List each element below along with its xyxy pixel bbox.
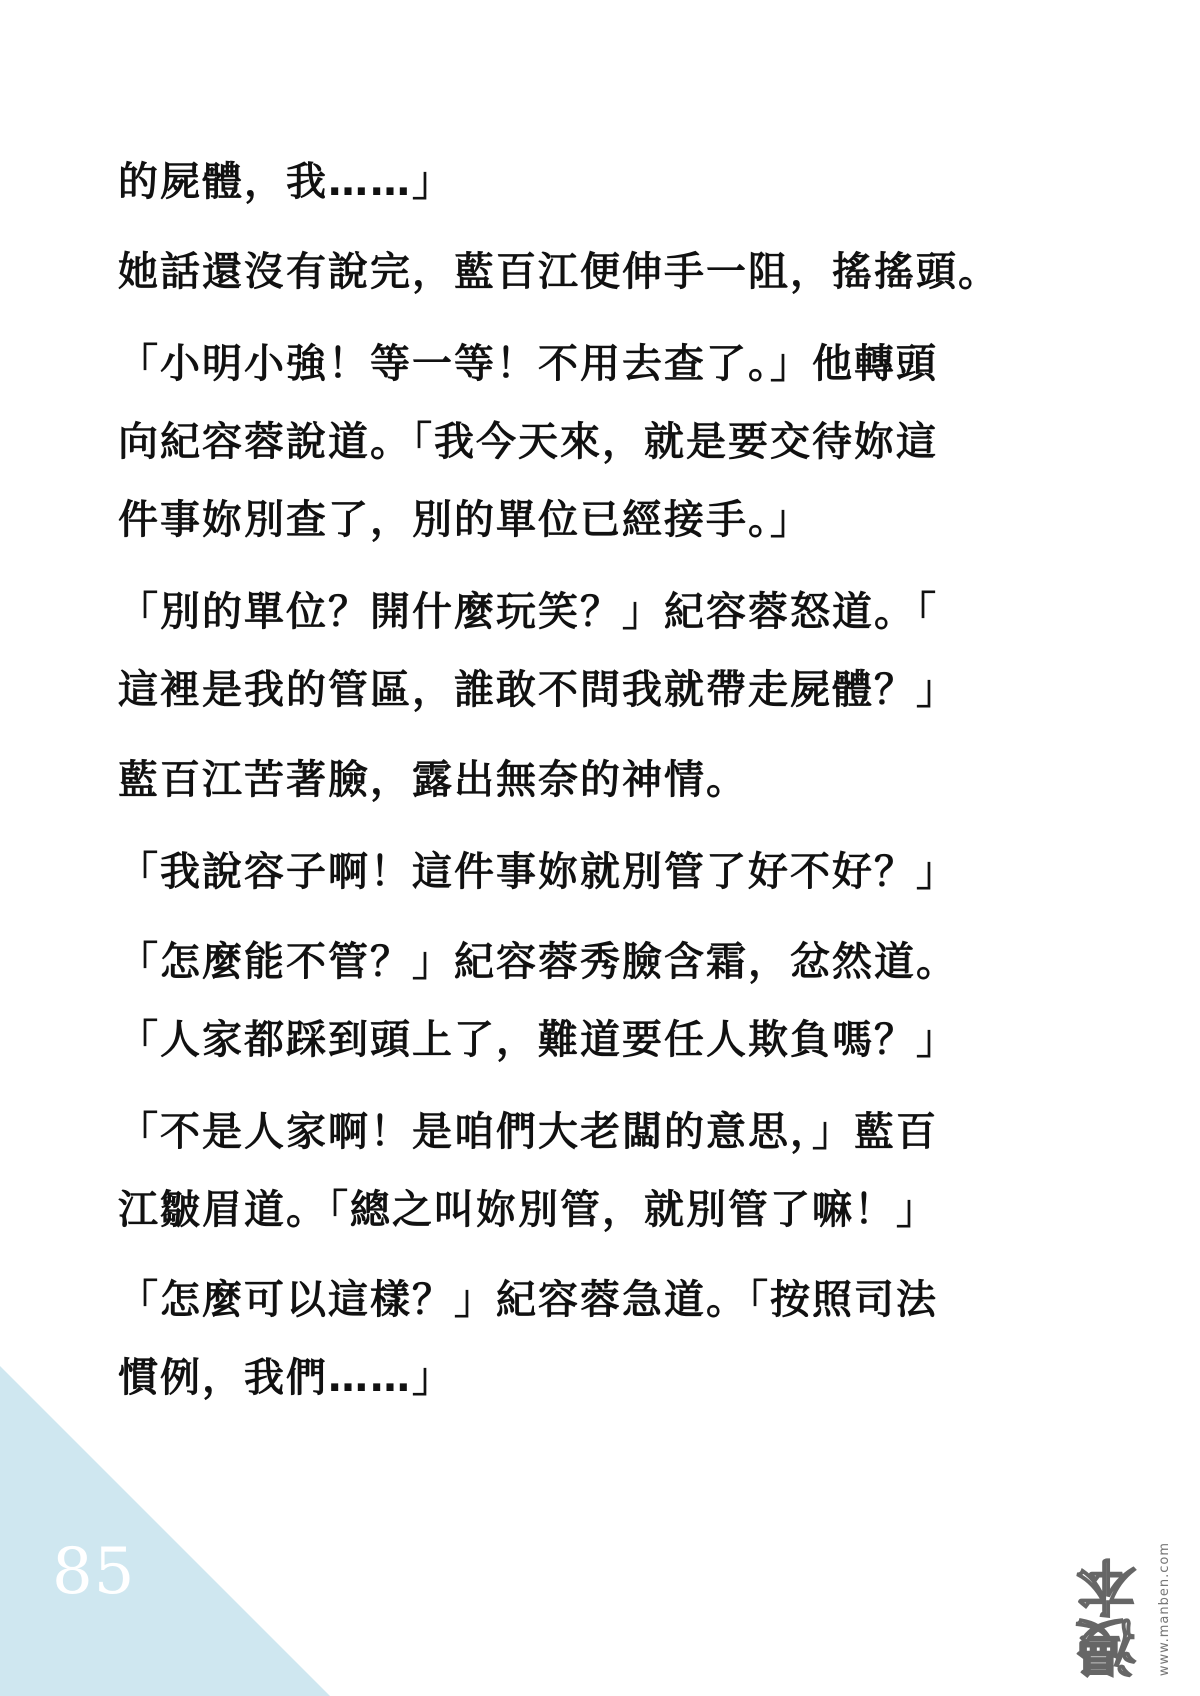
text-line: 「人家都踩到頭上了，難道要任人欺負嗎？」 bbox=[118, 1017, 958, 1063]
text-line: 「不是人家啊！是咱們大老闆的意思，」藍百 bbox=[118, 1109, 938, 1155]
watermark-logo: 漫本 bbox=[1076, 1558, 1146, 1678]
text-line: 她話還沒有說完，藍百江便伸手一阻，搖搖頭。 bbox=[118, 249, 1000, 295]
text-line: 江皺眉道。「總之叫妳別管，就別管了嘛！」 bbox=[118, 1187, 938, 1233]
text-line: 「別的單位？開什麼玩笑？」紀容蓉怒道。「 bbox=[118, 589, 938, 635]
text-line: 「我說容子啊！這件事妳就別管了好不好？」 bbox=[118, 849, 958, 895]
text-line: 件事妳別查了，別的單位已經接手。」 bbox=[118, 497, 812, 543]
text-line: 慣例，我們……」 bbox=[118, 1355, 454, 1401]
watermark-url: www.manben.com bbox=[1157, 1541, 1172, 1676]
text-line: 的屍體，我……」 bbox=[118, 159, 454, 205]
text-line: 藍百江苦著臉，露出無奈的神情。 bbox=[118, 757, 748, 803]
watermark bbox=[1076, 1528, 1172, 1678]
page-corner-decoration bbox=[0, 1366, 330, 1696]
text-line: 這裡是我的管區，誰敢不問我就帶走屍體？」 bbox=[118, 667, 958, 713]
text-line: 「小明小強！等一等！不用去查了。」他轉頭 bbox=[118, 341, 938, 387]
text-line: 「怎麼可以這樣？」紀容蓉急道。「按照司法 bbox=[118, 1277, 938, 1323]
text-line: 「怎麼能不管？」紀容蓉秀臉含霜，忿然道。 bbox=[118, 939, 958, 985]
page-number: 85 bbox=[52, 1535, 136, 1609]
text-line: 向紀容蓉說道。「我今天來，就是要交待妳這 bbox=[118, 419, 938, 465]
